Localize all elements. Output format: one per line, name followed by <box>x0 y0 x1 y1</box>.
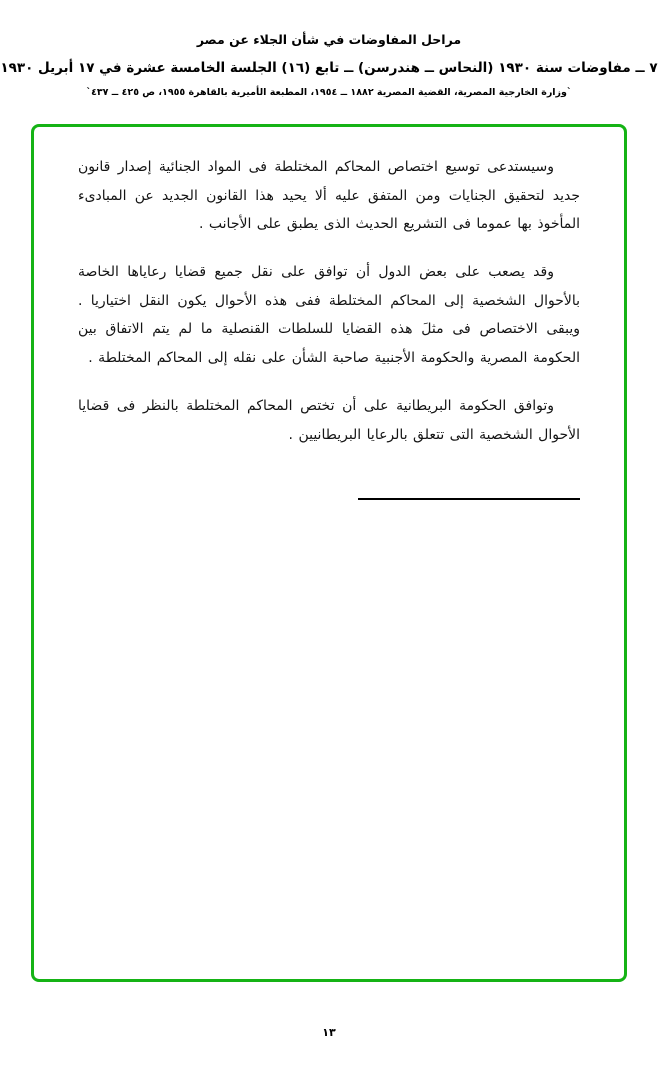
body-paragraph: وتوافق الحكومة البريطانية على أن تختص المحاكم المختلطة بالنظر فى قضايا الأحوال الشخصية التى تتعلق بالرعايا البريطانيين . <box>78 397 580 443</box>
document-title: مراحل المفاوضات في شأن الجلاء عن مصر <box>196 32 462 47</box>
section-divider <box>78 485 580 504</box>
document-body <box>78 153 580 504</box>
document-source-citation: `وزارة الخارجية المصرية، القضية المصرية ١٨٨٢ ــ ١٩٥٤، المطبعة الأميرية بالقاهرة ١٩٥٥، ص ٤٢٥ ــ ٤٣٧` <box>86 87 572 99</box>
green-content-frame <box>31 124 627 982</box>
document-header <box>0 30 658 101</box>
horizontal-rule-icon <box>358 498 580 500</box>
body-paragraph: وسيستدعى توسيع اختصاص المحاكم المختلطة فى المواد الجنائية إصدار قانون جديد لتحقيق الجنايات ومن المتفق عليه ألا يحيد هذا القانون الجديد عن المبادىء المأخوذ بها عموما فى التشريع الحديث الذى يطبق على الأجانب . <box>78 159 580 233</box>
document-subtitle: ٧ ــ مفاوضات سنة ١٩٣٠ (النحاس ــ هندرسن) ــ تابع (١٦) الجلسة الخامسة عشرة في ١٧ أبريل ١٩٣٠ <box>0 60 658 77</box>
body-paragraph: وقد يصعب على بعض الدول أن توافق على نقل جميع قضايا رعاياها الخاصة بالأحوال الشخصية إلى المحاكم المختلطة ففى هذه الأحوال يكون النقل اختياريا . ويبقى الاختصاص فى مثلَ هذه القضايا للسلطات القنصلية ما لم يتم الاتفاق بين الحكومة المصرية والحكومة الأجنبية صاحبة الشأن على نقله إلى المحاكم المختلطة . <box>78 264 580 367</box>
page-number: ١٣ <box>322 1026 336 1039</box>
